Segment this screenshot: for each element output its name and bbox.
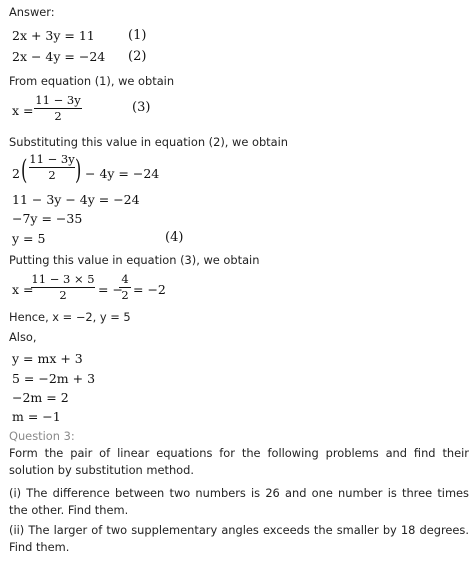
equation-1-number: (1) — [128, 28, 147, 43]
step1-fraction-numerator: 11 − 3y — [35, 93, 81, 107]
step3-fraction-2-denominator: 2 — [121, 288, 129, 302]
question-part-1: (i) The difference between two numbers is 26 and one number is three times the other. Find them. — [9, 486, 469, 517]
m-line-1: y = mx + 3 — [12, 351, 83, 366]
equation-3-number: (3) — [132, 100, 151, 115]
step2-line3: −7y = −35 — [12, 211, 83, 226]
step1-lhs: x = — [12, 103, 34, 118]
question-title: Question 3: — [9, 429, 75, 443]
answer-label: Answer: — [9, 5, 55, 19]
step3-lhs: x = — [12, 282, 34, 297]
step2-coefficient: 2 — [12, 166, 20, 181]
also-label: Also, — [9, 330, 37, 344]
step3-middle: = − — [98, 282, 123, 297]
m-line-4: m = −1 — [12, 409, 61, 424]
step2-fraction-numerator: 11 − 3y — [29, 152, 75, 166]
equation-2: 2x − 4y = −24 — [12, 49, 106, 64]
step3-fraction-1-numerator: 11 − 3 × 5 — [31, 272, 95, 286]
step2-text: Substituting this value in equation (2), we obtain — [9, 135, 289, 149]
m-line-2: 5 = −2m + 3 — [12, 371, 96, 386]
equation-1: 2x + 3y = 11 — [12, 28, 95, 43]
step3-fraction-2-numerator: 4 — [121, 272, 129, 286]
equation-4-number: (4) — [165, 230, 184, 245]
step2-line4: y = 5 — [12, 231, 46, 246]
question-intro: Form the pair of linear equations for the following problems and find their solution by substitution method. — [9, 446, 469, 477]
step3-text: Putting this value in equation (3), we obtain — [9, 253, 260, 267]
hence-line: Hence, x = −2, y = 5 — [9, 310, 131, 324]
step3-fraction-1-denominator: 2 — [59, 288, 67, 302]
step2-line1-rest: − 4y = −24 — [85, 166, 160, 181]
step1-fraction-denominator: 2 — [54, 109, 62, 123]
step1-fraction — [34, 94, 82, 123]
m-line-3: −2m = 2 — [12, 390, 69, 405]
step2-fraction-denominator: 2 — [48, 168, 56, 182]
equation-2-number: (2) — [128, 49, 147, 64]
question-part-2: (ii) The larger of two supplementary angles exceeds the smaller by 18 degrees. Find them. — [9, 523, 469, 554]
step2-fraction — [29, 153, 75, 182]
left-parenthesis: ( — [21, 155, 28, 186]
step1-text: From equation (1), we obtain — [9, 74, 175, 88]
step3-fraction-1 — [31, 273, 95, 302]
step3-fraction-2 — [119, 273, 131, 302]
step3-result: = −2 — [133, 282, 166, 297]
right-parenthesis: ) — [75, 155, 82, 186]
step2-line2: 11 − 3y − 4y = −24 — [12, 192, 140, 207]
